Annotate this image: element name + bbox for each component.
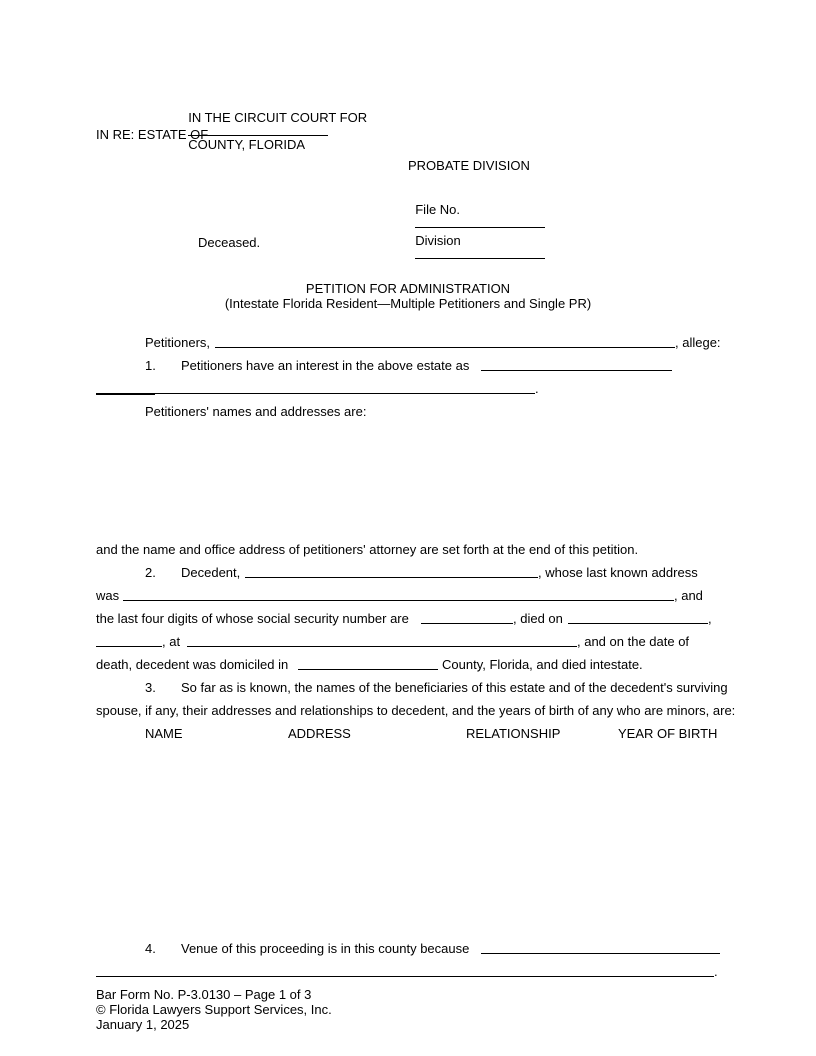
footer-copyright: © Florida Lawyers Support Services, Inc. (96, 1002, 332, 1017)
p4-number: 4. (145, 941, 156, 956)
col-header-year-of-birth: YEAR OF BIRTH (618, 726, 718, 741)
p1-end: . (535, 381, 539, 396)
p1-number: 1. (145, 358, 156, 373)
col-header-relationship: RELATIONSHIP (466, 726, 561, 741)
petitioners-suffix: , allege: (675, 335, 721, 350)
p2-date-of: , and on the date of (577, 634, 690, 649)
p1-continuation-blank-a[interactable] (96, 393, 155, 395)
probate-division-label: PROBATE DIVISION (408, 158, 530, 173)
p1-continuation-blank-b[interactable] (155, 393, 535, 394)
division-blank[interactable] (415, 247, 545, 259)
document-subtitle: (Intestate Florida Resident—Multiple Petitioners and Single PR) (224, 296, 592, 311)
p2-and: , and (674, 588, 703, 603)
death-place-blank[interactable] (187, 646, 577, 647)
col-header-address: ADDRESS (288, 726, 351, 741)
domicile-county-blank[interactable] (298, 669, 438, 670)
decedent-name-blank[interactable] (245, 577, 538, 578)
p3-number: 3. (145, 680, 156, 695)
p1-interest-blank[interactable] (481, 370, 672, 371)
footer-date: January 1, 2025 (96, 1017, 190, 1032)
petitioners-blank[interactable] (215, 347, 675, 348)
p2-county-text: County, Florida, and died intestate. (442, 657, 643, 672)
attorney-line: and the name and office address of petitioners' attorney are set forth at the end of this petition. (96, 542, 639, 557)
p3-text-line1: So far as is known, the names of the beneficiaries of this estate and of the decedent's surviving (181, 680, 728, 695)
names-addresses-label: Petitioners' names and addresses are: (145, 404, 367, 419)
death-year-blank[interactable] (96, 646, 162, 647)
venue-blank-line1[interactable] (481, 953, 720, 954)
p2-was: was (96, 588, 120, 603)
file-no-line: File No. (408, 190, 545, 230)
petitioners-prefix: Petitioners, (145, 335, 211, 350)
p4-end: . (714, 964, 718, 979)
col-header-name: NAME (145, 726, 183, 741)
p2-death-domicile: death, decedent was domiciled in (96, 657, 289, 672)
ssn-blank[interactable] (421, 623, 513, 624)
p2-decedent-label: Decedent, (181, 565, 241, 580)
p2-died-on: , died on (513, 611, 563, 626)
p2-number: 2. (145, 565, 156, 580)
document-title: PETITION FOR ADMINISTRATION (305, 281, 511, 296)
division-line: Division (408, 221, 545, 261)
p4-text: Venue of this proceeding is in this county because (181, 941, 470, 956)
p3-text-line2: spouse, if any, their addresses and relationships to decedent, and the years of birth of any who are minors, are: (96, 703, 736, 718)
p1-text: Petitioners have an interest in the above estate as (181, 358, 470, 373)
p2-at: , at (162, 634, 181, 649)
deceased-label: Deceased. (198, 235, 261, 250)
court-heading: IN THE CIRCUIT COURT FOR COUNTY, FLORIDA (188, 110, 368, 152)
death-date-blank[interactable] (568, 623, 708, 624)
last-address-blank[interactable] (123, 600, 674, 601)
venue-blank-line2[interactable] (96, 976, 714, 977)
county-blank[interactable] (188, 124, 328, 136)
p2-ssn-label: the last four digits of whose social security number are (96, 611, 409, 626)
in-re-label: IN RE: ESTATE OF (96, 127, 209, 142)
p2-comma: , (708, 611, 712, 626)
footer-form-number: Bar Form No. P-3.0130 – Page 1 of 3 (96, 987, 312, 1002)
p2-last-known: , whose last known address (538, 565, 698, 580)
